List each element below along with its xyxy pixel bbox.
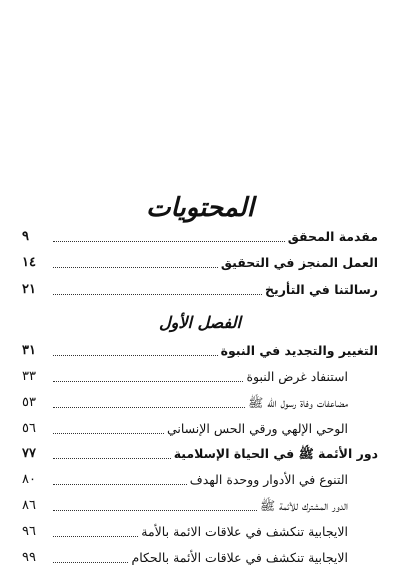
- toc-entry: [22, 392, 348, 412]
- toc-entry-page: ٩: [22, 229, 29, 244]
- toc-entry-page: ٧٧: [22, 446, 36, 461]
- leader-dots: [53, 536, 138, 537]
- toc-entry-label: الايجابية تنكشف في علاقات الائمة بالأمة: [141, 524, 348, 539]
- toc-entry-page: ٨٠: [22, 472, 36, 487]
- leader-dots: [53, 484, 187, 485]
- leader-dots: [53, 562, 128, 563]
- toc-entry: [22, 469, 348, 489]
- toc-entry-label: الدور المشترك للأئمة ﷺ: [260, 498, 348, 513]
- toc-entry-page: ٥٦: [22, 421, 36, 436]
- leader-dots: [53, 241, 285, 242]
- toc-entry-label: رسالتنا في التأريخ: [265, 282, 378, 297]
- toc-entry-page: ٣١: [22, 343, 36, 358]
- toc-entry-page: ٩٩: [22, 550, 36, 565]
- section-heading: الفصل الأول: [159, 313, 241, 332]
- toc-entry-label: الايجابية تنكشف في علاقات الأئمة بالحكام: [131, 550, 348, 565]
- toc-entry: [22, 418, 348, 438]
- leader-dots: [53, 458, 171, 459]
- leader-dots: [53, 355, 218, 356]
- toc-entry-label: الوحي الإلهي ورقي الحس الإنساني: [166, 421, 348, 436]
- toc-entry-page: ٨٦: [22, 498, 36, 513]
- toc-entry: [22, 495, 348, 515]
- toc-entry-page: ٣٣: [22, 369, 36, 384]
- toc-entry-page: ٩٦: [22, 524, 36, 539]
- leader-dots: [53, 294, 262, 295]
- toc-entry: [22, 521, 348, 541]
- toc-entry-label: التنوع في الأدوار ووحدة الهدف: [189, 472, 348, 487]
- toc-entry: [22, 366, 348, 386]
- toc-entry-label: مضاعفات وفاة رسول الله ﷺ: [248, 395, 348, 410]
- toc-entry: [22, 443, 378, 463]
- leader-dots: [53, 433, 164, 434]
- toc-entry: [22, 279, 378, 299]
- toc-entry-label: التغيير والتجديد في النبوة: [220, 343, 378, 358]
- toc-entry-label: العمل المنجز في التحقيق: [220, 255, 378, 270]
- toc-entry-label: مقدمة المحقق: [287, 229, 378, 244]
- toc-entry: [22, 226, 378, 246]
- leader-dots: [53, 510, 257, 511]
- toc-entry: [22, 252, 378, 272]
- toc-entry-label: دور الأئمة ﷺ في الحياة الإسلامية: [173, 446, 378, 461]
- toc-entry-page: ١٤: [22, 255, 36, 270]
- toc-title: المحتويات: [146, 193, 254, 223]
- toc-entry-page: ٢١: [22, 282, 36, 297]
- leader-dots: [53, 407, 245, 408]
- toc-entry-page: ٥٣: [22, 395, 36, 410]
- leader-dots: [53, 267, 218, 268]
- toc-entry-label: استنفاد غرض النبوة: [246, 369, 348, 384]
- leader-dots: [53, 381, 243, 382]
- toc-entry: [22, 547, 348, 567]
- toc-entry: [22, 340, 378, 360]
